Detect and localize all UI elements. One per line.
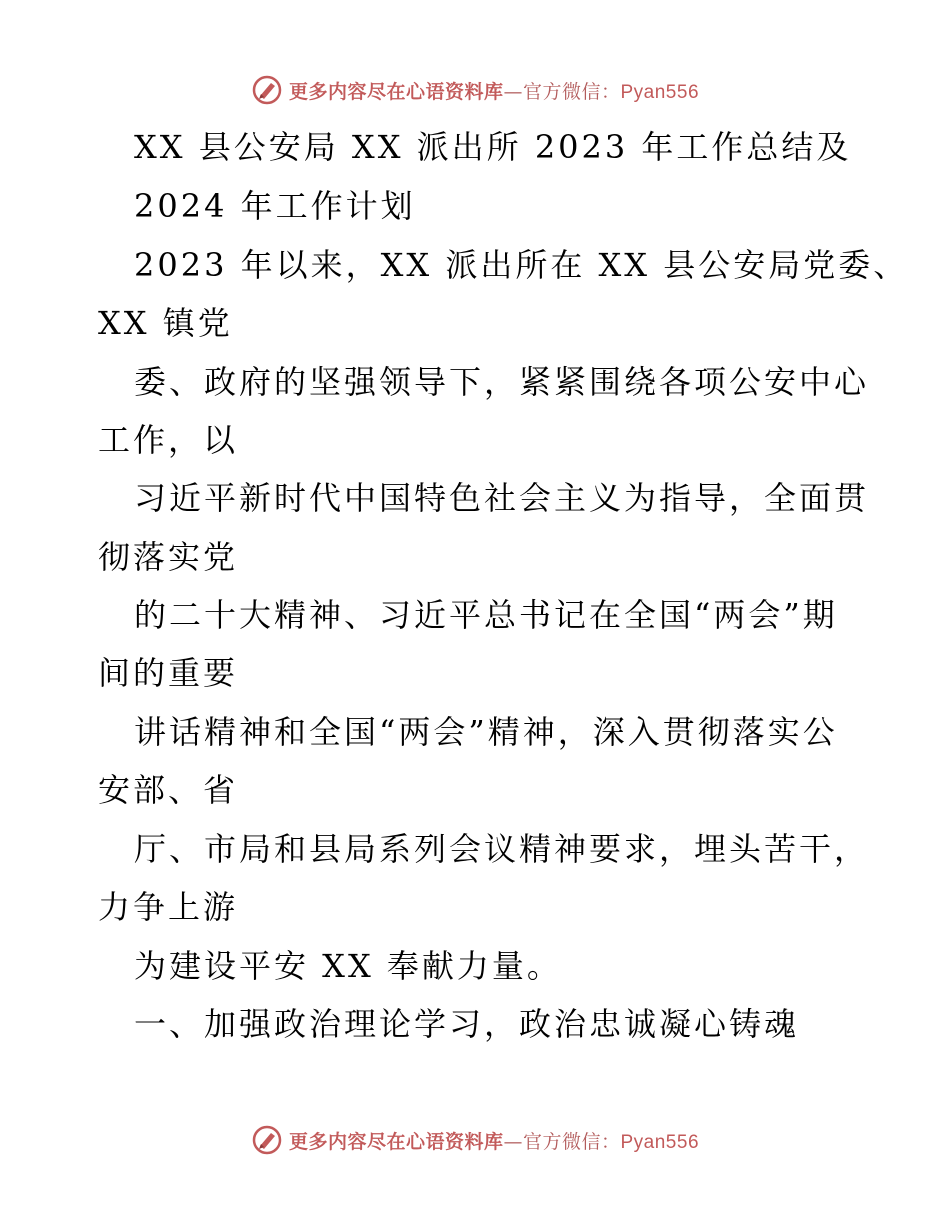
watermark-sub: 官方微信：: [522, 80, 621, 103]
doc-line: 习近平新时代中国特色社会主义为指导，全面贯: [134, 479, 870, 517]
watermark-separator: —: [503, 1130, 523, 1153]
doc-title-line-1: XX 县公安局 XX 派出所 2023 年工作总结及: [134, 128, 852, 166]
doc-line: XX 镇党: [98, 304, 233, 342]
watermark-main: 更多内容尽在心语资料库: [288, 1130, 504, 1153]
doc-line: 力争上游: [98, 888, 239, 926]
watermark-main: 更多内容尽在心语资料库: [288, 80, 504, 103]
doc-line: 间的重要: [98, 654, 239, 692]
watermark-sub: 官方微信：: [522, 1130, 621, 1153]
doc-title-line-2: 2024 年工作计划: [134, 187, 416, 225]
doc-line: 讲话精神和全国“两会”精神，深入贯彻落实公: [134, 713, 838, 751]
logo-icon: [251, 74, 283, 106]
footer-watermark: [0, 1120, 950, 1160]
watermark-text: [289, 77, 699, 104]
doc-line: 委、政府的坚强领导下，紧紧围绕各项公安中心: [134, 363, 870, 401]
logo-icon: [251, 1124, 283, 1156]
watermark-separator: —: [503, 80, 523, 103]
doc-line: 的二十大精神、习近平总书记在全国“两会”期: [134, 596, 838, 634]
doc-line: 为建设平安 XX 奉献力量。: [134, 947, 562, 985]
watermark-id: Pyan556: [620, 81, 700, 103]
header-watermark: [0, 70, 950, 110]
watermark-text: [289, 1127, 699, 1154]
doc-line: 厅、市局和县局系列会议精神要求，埋头苦干，: [134, 830, 870, 868]
watermark-id: Pyan556: [620, 1131, 700, 1153]
doc-line: 彻落实党: [98, 538, 239, 576]
doc-line: 2023 年以来，XX 派出所在 XX 县公安局党委、: [134, 246, 909, 284]
doc-line: 安部、省: [98, 771, 239, 809]
doc-line: 工作，以: [98, 421, 239, 459]
section-heading: 一、加强政治理论学习，政治忠诚凝心铸魂: [134, 1005, 800, 1043]
